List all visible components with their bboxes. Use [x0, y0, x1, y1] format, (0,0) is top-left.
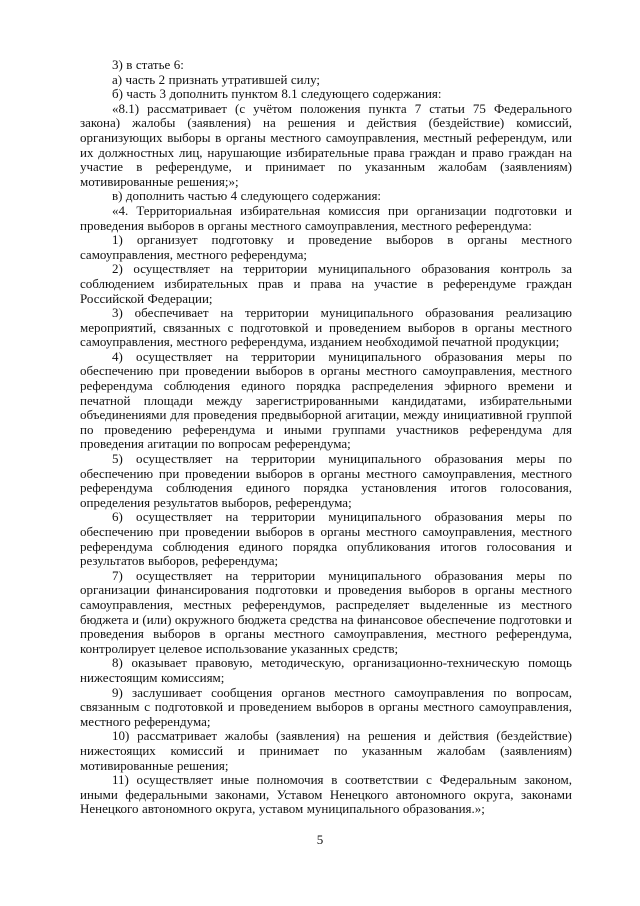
paragraph-point-4: 4) осуществляет на территории муниципального образования меры по обеспечению при проведении выборов в органы местного самоуправления, местного референдума соблюдения единого порядка распределения эфирного времени и печатной площади между зарегистрированными кандидатами, избирательными объединениями для проведения предвыборной агитации, между инициативной группой по проведению референдума и иными группами участников референдума для проведения агитации по вопросам референдума;	[80, 348, 572, 452]
paragraph-subitem-a: а) часть 2 признать утратившей силу;	[112, 71, 321, 87]
page-number: 5	[316, 832, 324, 847]
paragraph-point-6: 6) осуществляет на территории муниципального образования меры по обеспечению при проведении выборов в органы местного самоуправления, местного референдума соблюдения единого порядка опубликования итогов голосования и результатов выборов, референдума;	[80, 509, 572, 569]
paragraph-point-2: 2) осуществляет на территории муниципального образования контроль за соблюдением избирательных прав и права на участие в референдуме граждан Российской Федерации;	[80, 261, 572, 306]
paragraph-point-11: 11) осуществляет иные полномочия в соответствии с Федеральным законом, иными федеральными законами, Уставом Ненецкого автономного округа, законами Ненецкого автономного округа, уставом муниципального образования.»;	[80, 772, 572, 817]
paragraph-point-9: 9) заслушивает сообщения органов местного самоуправления по вопросам, связанным с подготовкой и проведением выборов в органы местного самоуправления, местного референдума;	[80, 684, 572, 729]
paragraph-point-8-1: «8.1) рассматривает (с учётом положения пункта 7 статьи 75 Федерального закона) жалобы (заявления) на решения и действия (бездействие) комиссий, организующих выборы в органы местного самоуправления, местный референдум, или их должностных лиц, нарушающие избирательные права граждан и право граждан на участие в референдуме, и принимает по указанным жалобам (заявлениям) мотивированные решения;»;	[80, 100, 572, 189]
paragraph-point-1: 1) организует подготовку и проведение выборов в органы местного самоуправления, местного референдума;	[80, 232, 572, 262]
paragraph-subitem-v: в) дополнить частью 4 следующего содержания:	[112, 188, 382, 204]
document-body	[80, 58, 572, 817]
paragraph-point-3: 3) обеспечивает на территории муниципального образования реализацию мероприятий, связанных с подготовкой и проведением выборов в органы местного самоуправления, местного референдума, изданием необходимой печатной продукции;	[80, 305, 572, 350]
paragraph-item-3: 3) в статье 6:	[112, 57, 184, 72]
paragraph-subitem-b: б) часть 3 дополнить пунктом 8.1 следующего содержания:	[112, 86, 442, 102]
paragraph-point-8: 8) оказывает правовую, методическую, организационно-техническую помощь нижестоящим комиссиям;	[80, 655, 572, 685]
paragraph-point-10: 10) рассматривает жалобы (заявления) на решения и действия (бездействие) нижестоящих комиссий и принимает по указанным жалобам (заявлениям) мотивированные решения;	[80, 728, 572, 773]
paragraph-point-7: 7) осуществляет на территории муниципального образования меры по организации финансирования подготовки и проведения выборов в органы местного самоуправления, местных референдумов, распределяет выделенные из местного бюджета и (или) окружного бюджета средства на финансовое обеспечение подготовки и проведения выборов в органы местного самоуправления, местного референдума, контролирует целевое использование указанных средств;	[80, 567, 572, 656]
paragraph-point-5: 5) осуществляет на территории муниципального образования меры по обеспечению при проведении выборов в органы местного самоуправления, местного референдума соблюдения единого порядка установления итогов голосования, определения результатов выборов, референдума;	[80, 451, 572, 510]
paragraph-part-4: «4. Территориальная избирательная комиссия при организации подготовки и проведения выборов в органы местного самоуправления, местного референдума:	[80, 202, 572, 233]
